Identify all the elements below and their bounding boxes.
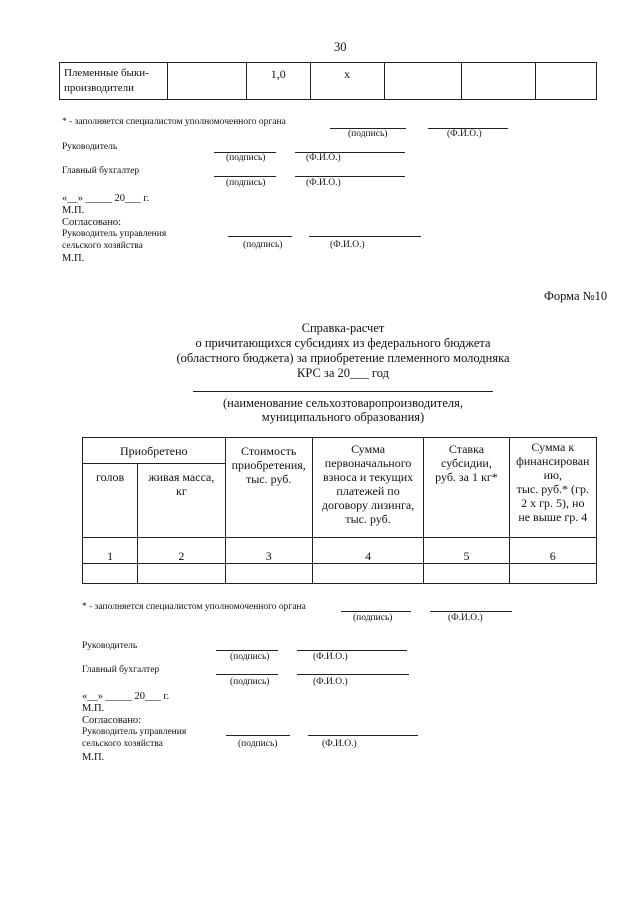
header-sum-line: тыс. руб. [345,512,391,526]
col-number: 3 [225,538,312,564]
signature-line [341,611,411,612]
signature-line [216,674,278,675]
stamp-label: М.П. [82,752,105,763]
accountant-label: Главный бухгалтер [82,665,160,675]
header-sum [312,438,423,538]
dept-head-label: Руководитель управления [82,727,187,737]
col-number: 5 [424,538,509,564]
header-rate-line: руб. за 1 кг* [435,470,498,484]
header-sum-line: взноса и текущих [322,470,414,484]
signature-hint: (подпись) [348,129,388,139]
header-cost-line: приобретения, [231,458,306,472]
header-financing-line: тыс. руб.* (гр. [516,482,589,496]
fio-line [309,236,421,237]
dept-head-label: сельского хозяйства [62,241,143,251]
header-rate-line: субсидии, [441,456,492,470]
empty-cell [509,564,596,584]
caption-line1: (наименование сельхозтоваропроизводителя, [222,396,463,410]
top-table-cell [168,63,247,100]
agreed-label: Согласовано: [62,217,122,228]
form-label: Форма №10 [544,289,608,303]
header-financing-line: 2 х гр. 5), но [521,496,585,510]
signature-hint: (подпись) [353,613,393,623]
signature-line [226,735,290,736]
empty-cell [83,564,138,584]
top-table [59,62,597,100]
empty-cell [138,564,225,584]
dept-head-label: сельского хозяйства [82,739,163,749]
fio-hint: (Ф.И.О.) [322,739,357,749]
header-mass-line: кг [175,484,187,498]
top-table-cell [461,63,535,100]
fio-line [297,674,409,675]
header-sum-line: договору лизинга, [321,498,415,512]
top-table-row-label [60,63,168,100]
block2-note: * - заполняется специалистом уполномоченного органа [82,602,306,612]
signature-hint: (подпись) [243,240,283,250]
head-label: Руководитель [62,142,118,152]
fio-hint: (Ф.И.О.) [447,129,482,139]
fio-hint: (Ф.И.О.) [330,240,365,250]
fio-hint: (Ф.И.О.) [313,677,348,687]
empty-cell [225,564,312,584]
top-table-cell [535,63,596,100]
signature-hint: (подпись) [226,178,266,188]
fio-hint: (Ф.И.О.) [306,178,341,188]
empty-cell [424,564,509,584]
header-cost-line: Стоимость [241,444,297,458]
signature-hint: (подпись) [226,153,266,163]
top-table-value: 1,0 [246,63,310,100]
header-cost-line: тыс. руб. [245,472,292,486]
fio-line [297,650,407,651]
block1-note: * - заполняется специалистом уполномоченного органа [62,117,286,127]
header-financing-line: Сумма к [531,440,575,454]
signature-line [214,176,276,177]
signature-hint: (подпись) [230,677,270,687]
caption-line2: муниципального образования) [261,410,425,424]
main-table [82,437,597,584]
header-rate-line: Ставка [448,442,485,456]
fio-line [295,176,405,177]
agreed-label: Согласовано: [82,715,142,726]
header-financing-line: не выше гр. 4 [518,510,588,524]
row-label-line1: Племенные быки- [64,67,149,79]
header-mass [138,464,225,538]
stamp-label: М.П. [62,253,85,264]
signature-hint: (подпись) [238,739,278,749]
title-line2: о причитающихся субсидиях из федерального бюджета [195,336,491,350]
col-number: 1 [83,538,138,564]
signature-hint: (подпись) [230,652,270,662]
header-rate [424,438,509,538]
col-number: 6 [509,538,596,564]
fio-line [430,611,512,612]
title-line3: (областного бюджета) за приобретение племенного молодняка [176,351,510,365]
accountant-label: Главный бухгалтер [62,166,140,176]
dept-head-label: Руководитель управления [62,229,167,239]
header-financing-line: ию, [543,468,562,482]
header-acquired: Приобретено [83,438,226,464]
date-line: «__» _____ 20___ г. [62,193,150,204]
header-sum-line: первоначального [324,456,412,470]
header-heads: голов [83,464,138,538]
header-sum-line: Сумма [351,442,386,456]
stamp-label: М.П. [82,703,105,714]
signature-line [228,236,292,237]
head-label: Руководитель [82,641,138,651]
top-table-cell [384,63,461,100]
name-fill-line [193,391,493,392]
fio-hint: (Ф.И.О.) [448,613,483,623]
title-line4: КРС за 20___ год [297,366,389,380]
fio-hint: (Ф.И.О.) [306,153,341,163]
empty-cell [312,564,423,584]
date-line: «__» _____ 20___ г. [82,691,170,702]
header-financing [509,438,596,538]
header-cost [225,438,312,538]
page-number: 30 [334,40,347,54]
fio-hint: (Ф.И.О.) [313,652,348,662]
header-mass-line: живая масса, [148,470,215,484]
signature-line [216,650,278,651]
row-label-line2: производители [64,82,134,94]
header-sum-line: платежей по [336,484,400,498]
header-financing-line: финансирован [516,454,590,468]
fio-line [308,735,418,736]
top-table-mark: х [310,63,384,100]
col-number: 2 [138,538,225,564]
stamp-label: М.П. [62,205,85,216]
col-number: 4 [312,538,423,564]
title-line1: Справка-расчет [301,321,385,335]
